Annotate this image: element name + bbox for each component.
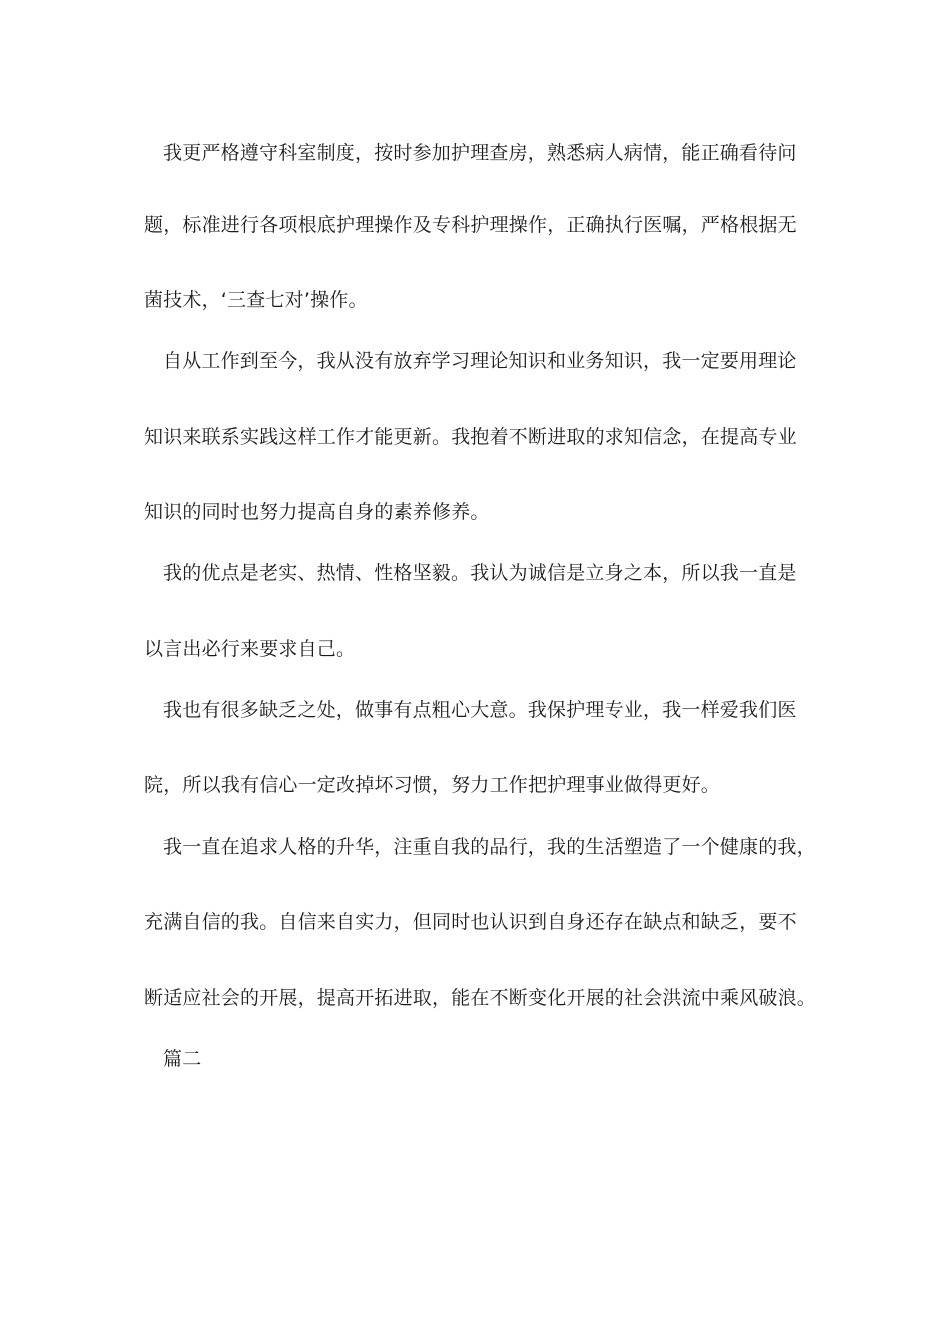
- paragraph-1-line-2: 题，标准进行各项根底护理操作及专科护理操作，正确执行医嘱，严格根据无: [144, 214, 797, 236]
- paragraph-5-line-1: 我一直在追求人格的升华，注重自我的品行，我的生活塑造了一个健康的我，: [163, 836, 816, 858]
- paragraph-2-line-3: 知识的同时也努力提高自身的素养修养。: [144, 501, 490, 523]
- paragraph-2-line-1: 自从工作到至今，我从没有放弃学习理论知识和业务知识，我一定要用理论: [163, 350, 797, 372]
- paragraph-5-line-3: 断适应社会的开展，提高开拓进取，能在不断变化开展的社会洪流中乘风破浪。: [144, 987, 817, 1009]
- section-heading: 篇二: [163, 1048, 202, 1070]
- paragraph-5-line-2: 充满自信的我。自信来自实力，但同时也认识到自身还存在缺点和缺乏，要不: [144, 911, 797, 933]
- paragraph-1-line-3: 菌技术，‘三查七对’操作。: [144, 289, 368, 311]
- paragraph-4-line-2: 院，所以我有信心一定改掉坏习惯，努力工作把护理事业做得更好。: [144, 774, 721, 796]
- paragraph-4-line-1: 我也有很多缺乏之处，做事有点粗心大意。我保护理专业，我一样爱我们医: [163, 699, 797, 721]
- paragraph-3-line-1: 我的优点是老实、热情、性格坚毅。我认为诚信是立身之本，所以我一直是: [163, 562, 797, 584]
- paragraph-1-line-1: 我更严格遵守科室制度，按时参加护理查房，熟悉病人病情，能正确看待问: [163, 142, 797, 164]
- paragraph-2-line-2: 知识来联系实践这样工作才能更新。我抱着不断进取的求知信念，在提高专业: [144, 426, 797, 448]
- paragraph-3-line-2: 以言出必行来要求自己。: [144, 638, 356, 660]
